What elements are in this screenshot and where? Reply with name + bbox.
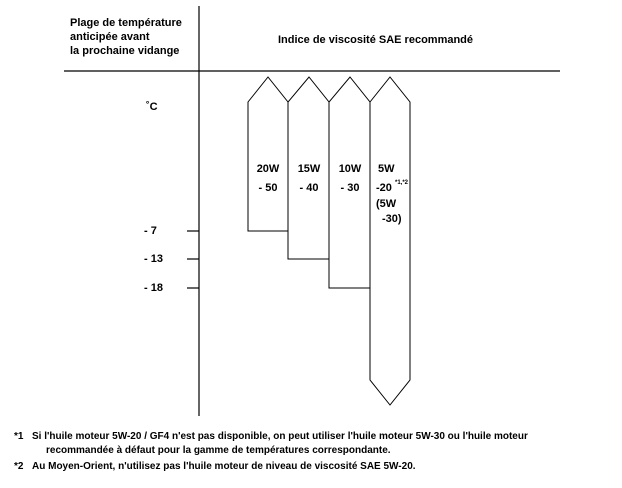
grade-20w-line1: 20W: [256, 163, 280, 175]
header-temp-line1: Plage de température: [70, 17, 182, 29]
grade-5w-line3: (5W: [376, 198, 397, 210]
temp-label-minus-13: - 13: [144, 253, 163, 265]
grade-10w-line2: - 30: [340, 182, 360, 194]
header-temp-line2: anticipée avant: [70, 31, 150, 43]
header-temp-line3: la prochaine vidange: [70, 45, 180, 57]
note-1-line2: recommandée à défaut pour la gamme de températures correspondante.: [46, 445, 391, 456]
grade-5w-line2: -20: [376, 182, 392, 194]
grade-arrow-20w-50: [248, 77, 288, 231]
grade-20w-line2: - 50: [258, 182, 278, 194]
grade-15w-line1: 15W: [297, 163, 321, 175]
note-1-line1: Si l'huile moteur 5W-20 / GF4 n'est pas disponible, on peut utiliser l'huile moteur 5W-30 ou l'huile moteur: [32, 431, 528, 442]
grade-15w-line2: - 40: [299, 182, 319, 194]
celsius-unit: ˚C: [146, 101, 158, 113]
note-2-marker: *2: [14, 461, 24, 472]
temp-label-minus-18: - 18: [144, 282, 163, 294]
note-2-text: Au Moyen-Orient, n'utilisez pas l'huile moteur de niveau de viscosité SAE 5W-20.: [32, 461, 416, 472]
grade-5w-line1: 5W: [378, 163, 395, 175]
temp-label-minus-7: - 7: [144, 225, 157, 237]
grade-5w-line4: -30): [382, 213, 402, 225]
grade-5w-superscript: *1,*2: [395, 180, 409, 186]
header-viscosity-title: Indice de viscosité SAE recommandé: [278, 34, 474, 46]
grade-arrow-5w-20: [370, 77, 410, 405]
note-1-marker: *1: [14, 431, 24, 442]
grade-10w-line1: 10W: [338, 163, 362, 175]
